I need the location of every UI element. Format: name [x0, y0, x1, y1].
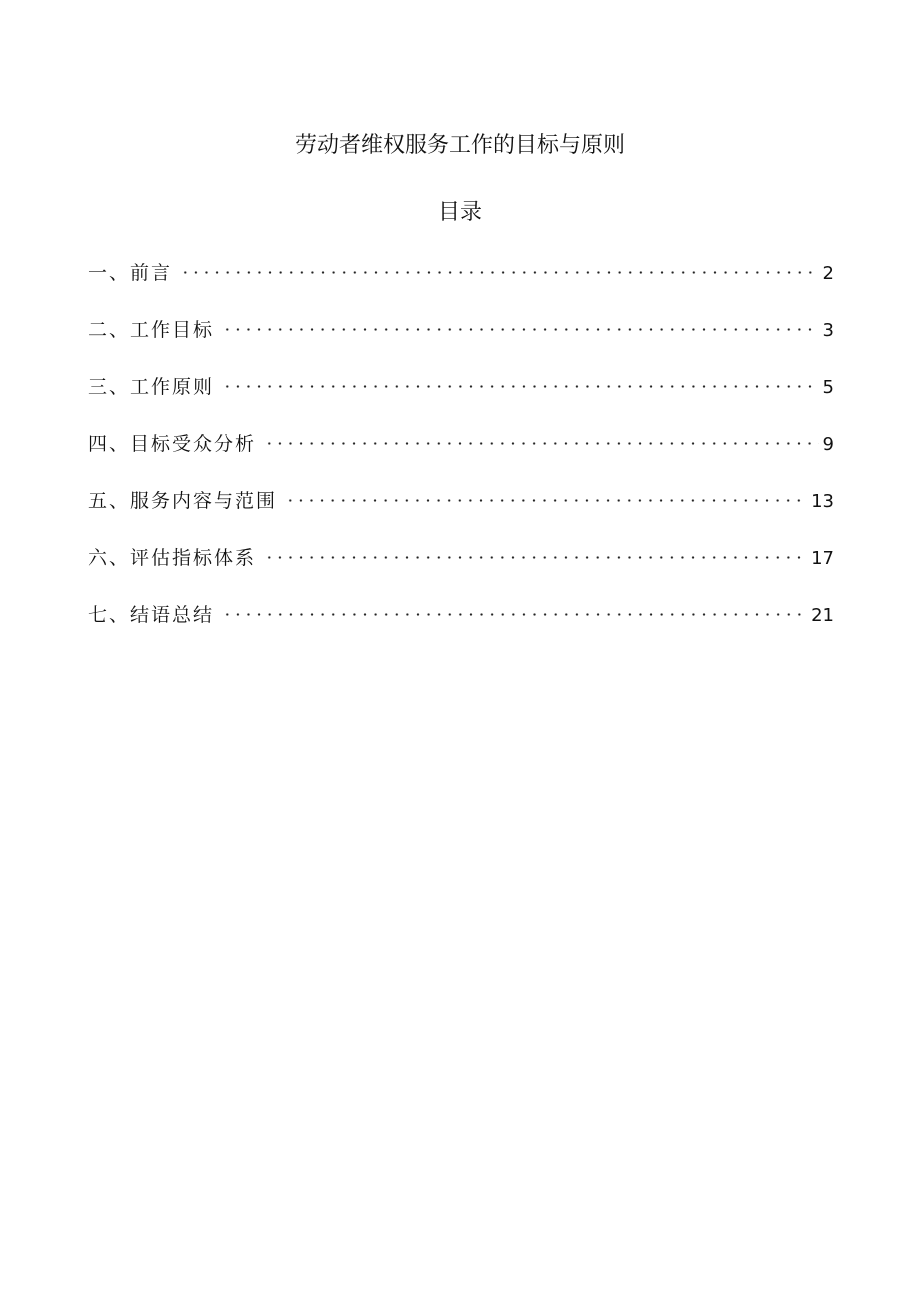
toc-dot-leader [264, 442, 819, 445]
toc-dot-leader [222, 385, 819, 388]
toc-page-number: 5 [822, 377, 834, 398]
toc-entry-principles[interactable] [88, 367, 834, 424]
toc-entry-label: 一、前言 [88, 262, 173, 284]
toc-heading: 目录 [437, 200, 482, 225]
toc-entry-evaluation-metrics[interactable] [88, 538, 834, 595]
toc-entry-label: 四、目标受众分析 [88, 433, 257, 455]
document-title: 劳动者维权服务工作的目标与原则 [294, 133, 625, 158]
toc-page-number: 2 [822, 263, 834, 284]
toc-page-number: 3 [822, 320, 834, 341]
toc-entry-label: 二、工作目标 [88, 319, 215, 341]
toc-page-number: 21 [811, 605, 834, 626]
toc-entry-conclusion[interactable] [88, 595, 834, 652]
toc-page-number: 17 [811, 548, 834, 569]
toc-page-number: 9 [822, 434, 834, 455]
toc-entry-label: 六、评估指标体系 [88, 547, 257, 569]
toc-entry-service-scope[interactable] [88, 481, 834, 538]
toc-entry-preface[interactable] [88, 253, 834, 310]
toc-entry-label: 七、结语总结 [88, 604, 215, 626]
toc-entry-audience-analysis[interactable] [88, 424, 834, 481]
toc-dot-leader [222, 613, 807, 616]
toc-entry-goals[interactable] [88, 310, 834, 367]
table-of-contents [88, 253, 834, 652]
toc-entry-label: 五、服务内容与范围 [88, 490, 278, 512]
toc-dot-leader [264, 556, 807, 559]
toc-page-number: 13 [811, 491, 834, 512]
toc-dot-leader [180, 271, 819, 274]
toc-entry-label: 三、工作原则 [88, 376, 215, 398]
toc-dot-leader [222, 328, 819, 331]
toc-dot-leader [285, 499, 807, 502]
